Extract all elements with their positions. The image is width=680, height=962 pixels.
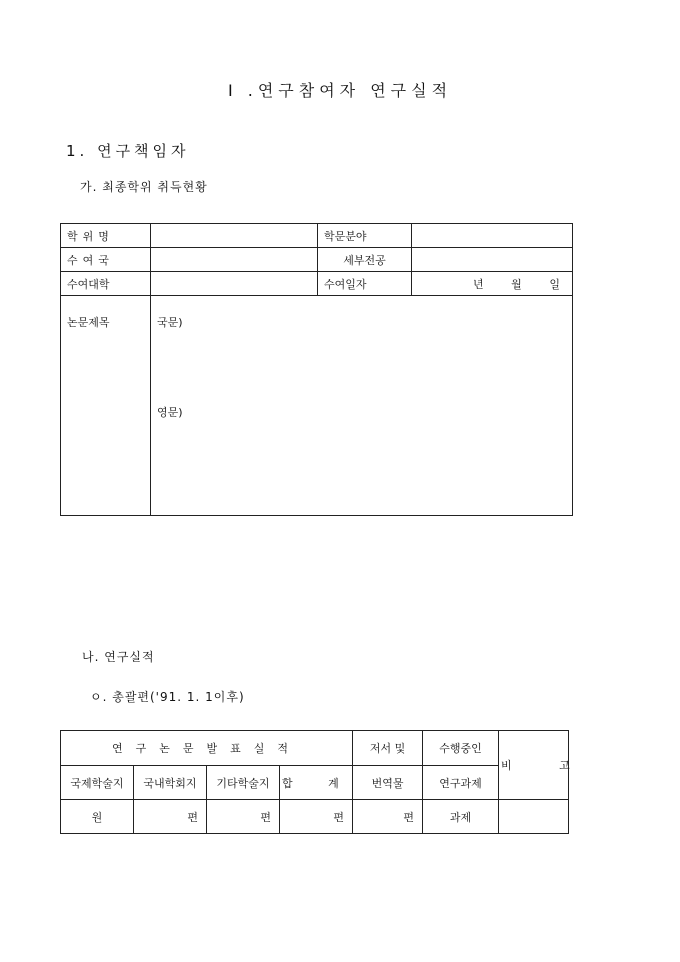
books-header-2: 번역물 — [353, 766, 423, 800]
section2-subtitle: ㅇ. 총괄편('91. 1. 1이후) — [90, 690, 245, 704]
thesis-korean-label: 국문) — [157, 316, 183, 329]
major-label: 세부전공 — [318, 248, 412, 272]
unit-cell[interactable]: 원 — [61, 800, 134, 834]
remarks-cell[interactable] — [499, 800, 569, 834]
column-header: 국제학술지 — [61, 766, 134, 800]
table-row — [61, 224, 573, 248]
university-label: 수여대학 — [61, 272, 151, 296]
section1-title: 1. 연구책임자 — [66, 142, 190, 160]
degree-table — [60, 223, 573, 516]
thesis-english-label: 영문) — [157, 406, 183, 419]
field-label: 학문분야 — [318, 224, 412, 248]
unit-cell[interactable]: 편 — [134, 800, 207, 834]
projects-header-1: 수행중인 — [423, 731, 499, 766]
date-year: 년 — [473, 277, 484, 291]
country-cell[interactable] — [151, 248, 318, 272]
unit-cell[interactable]: 편 — [353, 800, 423, 834]
table-row — [61, 248, 573, 272]
table-row — [61, 272, 573, 296]
date-cell[interactable] — [412, 272, 573, 296]
thesis-cell[interactable] — [151, 296, 573, 516]
unit-cell[interactable]: 과제 — [423, 800, 499, 834]
university-cell[interactable] — [151, 272, 318, 296]
column-header: 기타학술지 — [207, 766, 280, 800]
major-cell[interactable] — [412, 248, 573, 272]
page-heading: Ⅰ .연구참여자 연구실적 — [227, 81, 453, 100]
unit-cell[interactable]: 편 — [207, 800, 280, 834]
books-header-1: 저서 및 — [353, 731, 423, 766]
date-label: 수여일자 — [318, 272, 412, 296]
table-row — [61, 766, 569, 800]
date-month: 월 — [511, 277, 522, 291]
section2-title: 나. 연구실적 — [82, 650, 155, 664]
country-label: 수여국 — [61, 248, 151, 272]
section1-subtitle: 가. 최종학위 취득현황 — [80, 180, 208, 194]
date-day: 일 — [549, 277, 560, 291]
table-row — [61, 731, 569, 766]
research-summary-table — [60, 730, 592, 834]
field-cell[interactable] — [412, 224, 573, 248]
remarks-header: 비 고 — [499, 731, 569, 800]
thesis-label: 논문제목 — [61, 296, 151, 516]
paper-header: 연구논문발표실적 — [61, 731, 353, 766]
table-row — [61, 800, 569, 834]
degree-name-label: 학위명 — [61, 224, 151, 248]
unit-cell[interactable]: 편 — [280, 800, 353, 834]
column-header: 합 계 — [280, 766, 353, 800]
column-header: 국내학회지 — [134, 766, 207, 800]
table-row — [61, 296, 573, 516]
projects-header-2: 연구과제 — [423, 766, 499, 800]
degree-name-cell[interactable] — [151, 224, 318, 248]
